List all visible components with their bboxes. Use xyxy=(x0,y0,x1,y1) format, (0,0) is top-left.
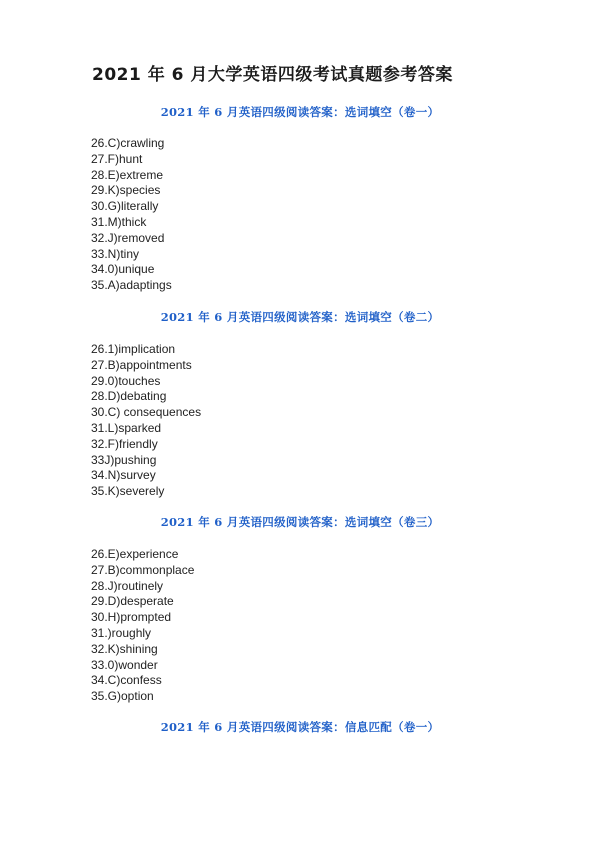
answer-item: 28.D)debating xyxy=(91,389,167,404)
answer-item: 27.B)commonplace xyxy=(91,562,195,577)
section-heading-cloze-paper-3: 2021 年 6 月英语四级阅读答案：选词填空（卷三） xyxy=(160,515,440,529)
answer-item: 35.A)adaptings xyxy=(91,278,172,293)
answer-item: 33.N)tiny xyxy=(91,246,140,261)
answer-item: 29.K)species xyxy=(91,183,161,198)
answer-item: 31.M)thick xyxy=(91,214,147,229)
section-heading-cloze-paper-2: 2021 年 6 月英语四级阅读答案：选词填空（卷二） xyxy=(160,310,440,324)
section-heading-matching-paper-1: 2021 年 6 月英语四级阅读答案：信息匹配（卷一） xyxy=(160,720,440,734)
answer-item: 29.0)touches xyxy=(91,373,161,388)
answer-list-cloze-paper-3 xyxy=(91,547,194,705)
answer-item: 33J)pushing xyxy=(91,452,157,467)
answer-item: 34.C)confess xyxy=(91,673,162,688)
answer-item: 32.K)shining xyxy=(91,641,158,656)
answer-item: 27.B)appointments xyxy=(91,357,192,372)
answer-item: 30.C) consequences xyxy=(91,405,202,420)
answer-list-cloze-paper-1 xyxy=(91,136,172,294)
answer-item: 35.G)option xyxy=(91,689,154,704)
answer-item: 31.)roughly xyxy=(91,625,152,640)
section-heading-cloze-paper-1: 2021 年 6 月英语四级阅读答案：选词填空（卷一） xyxy=(160,105,440,119)
answer-item: 26.E)experience xyxy=(91,547,179,561)
answer-item: 28.E)extreme xyxy=(91,167,164,182)
answer-item: 34.0)unique xyxy=(91,262,155,277)
answer-item: 26.C)crawling xyxy=(91,136,165,150)
answer-list-cloze-paper-2 xyxy=(91,342,201,500)
answer-item: 29.D)desperate xyxy=(91,594,174,609)
answer-item: 35.K)severely xyxy=(91,484,165,499)
answer-item: 33.0)wonder xyxy=(91,657,158,672)
answer-item: 28.J)routinely xyxy=(91,578,164,593)
document-title: 2021 年 6 月大学英语四级考试真题参考答案 xyxy=(92,65,453,85)
answer-item: 32.F)friendly xyxy=(91,436,158,451)
answer-item: 31.L)sparked xyxy=(91,420,162,435)
answer-item: 34.N)survey xyxy=(91,468,156,483)
answer-item: 26.1)implication xyxy=(91,342,176,356)
answer-item: 27.F)hunt xyxy=(91,151,143,166)
answer-item: 30.H)prompted xyxy=(91,610,172,625)
answer-item: 32.J)removed xyxy=(91,230,165,245)
answer-item: 30.G)literally xyxy=(91,199,159,214)
